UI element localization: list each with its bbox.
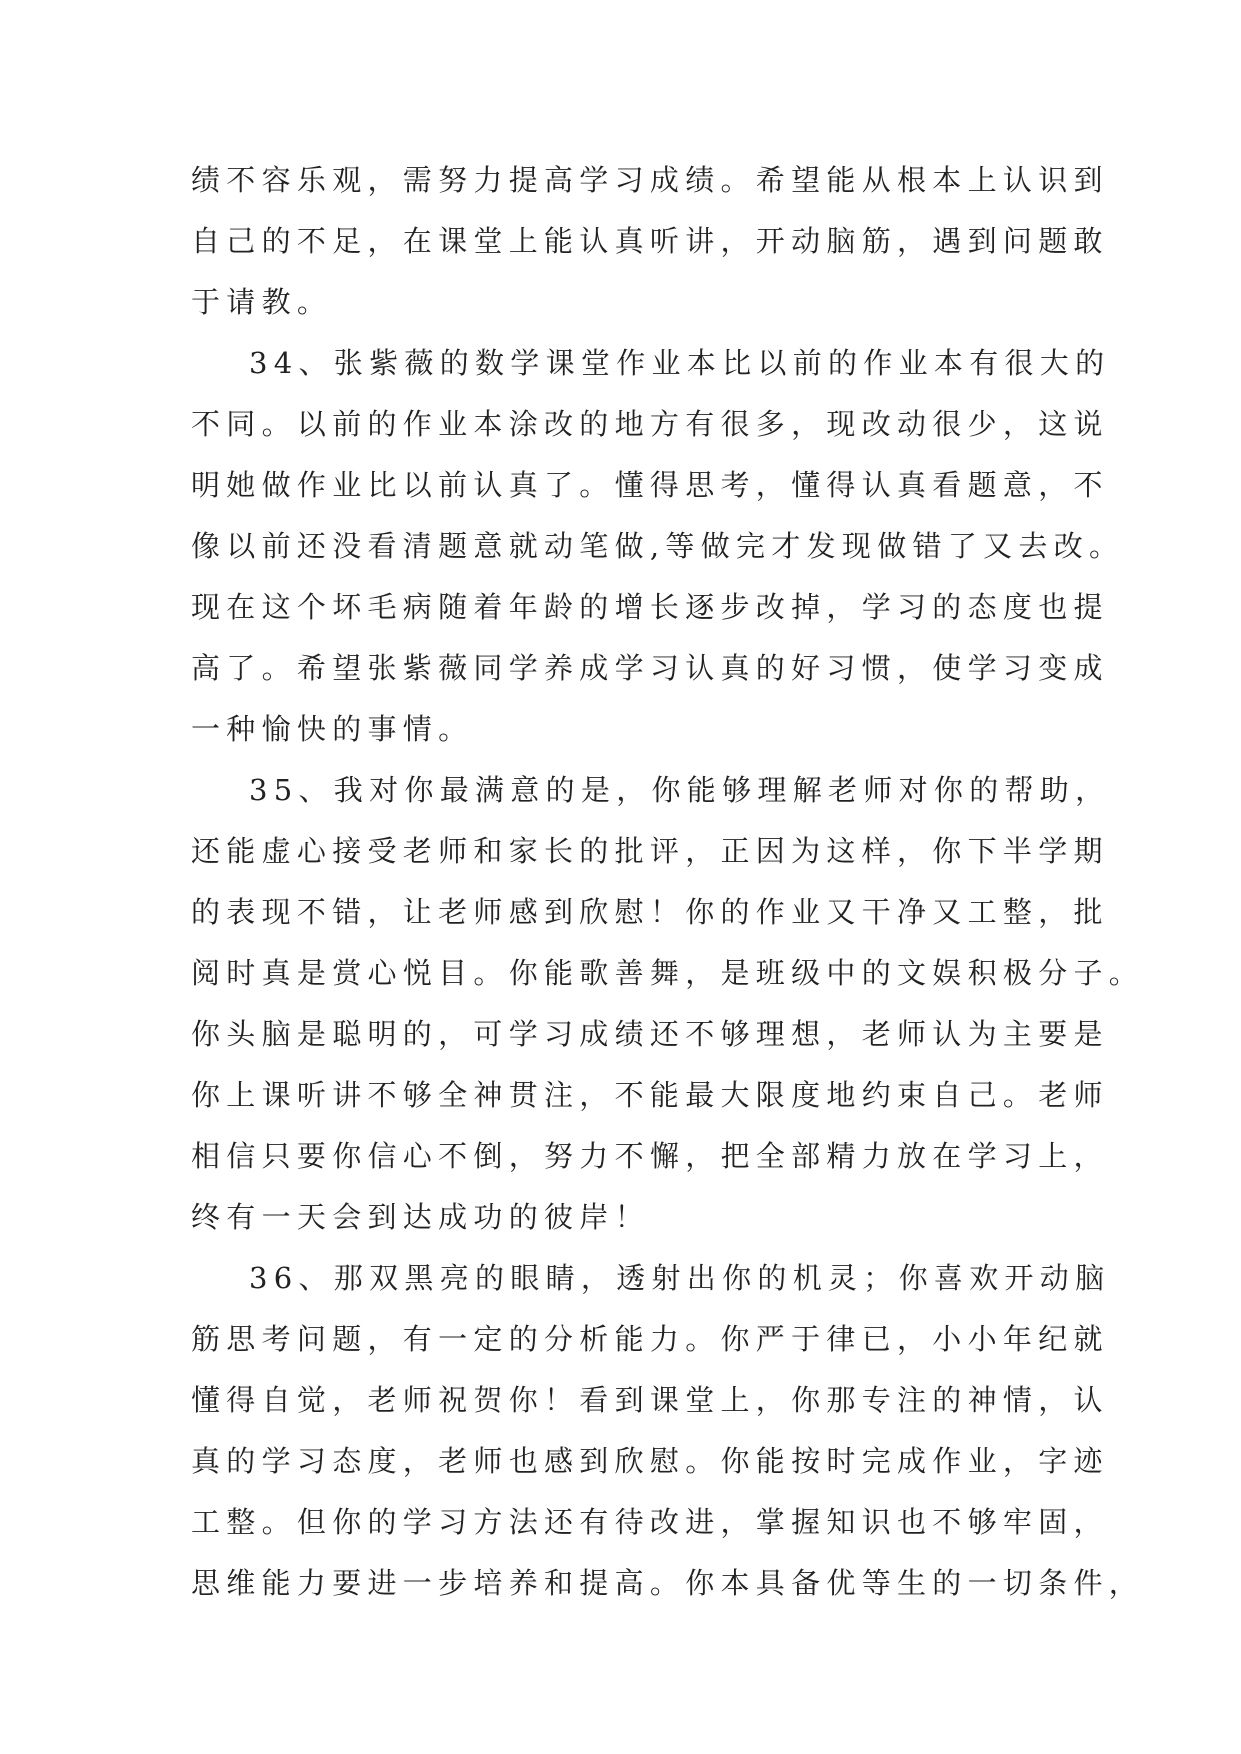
text-line: 高了。希望张紫薇同学养成学习认真的好习惯，使学习变成 [191, 651, 1109, 685]
text-line: 自己的不足，在课堂上能认真听讲，开动脑筋，遇到问题敢 [191, 224, 1109, 258]
text-line: 工整。但你的学习方法还有待改进，掌握知识也不够牢固， [191, 1505, 1109, 1539]
document-page [191, 150, 1145, 1614]
text-line: 筋思考问题，有一定的分析能力。你严于律已，小小年纪就 [191, 1322, 1109, 1356]
text-line: 相信只要你信心不倒，努力不懈，把全部精力放在学习上， [191, 1139, 1109, 1173]
text-line: 绩不容乐观，需努力提高学习成绩。希望能从根本上认识到 [191, 163, 1109, 197]
text-line: 终有一天会到达成功的彼岸！ [191, 1200, 650, 1234]
text-line: 你上课听讲不够全神贯注，不能最大限度地约束自己。老师 [191, 1078, 1109, 1112]
text-line: 像以前还没看清题意就动笔做,等做完才发现做错了又去改。 [191, 529, 1125, 563]
text-line: 一种愉快的事情。 [191, 712, 474, 746]
paragraph-start-34: 34、张紫薇的数学课堂作业本比以前的作业本有很大的 [249, 346, 1111, 380]
paragraph-start-35: 35、我对你最满意的是，你能够理解老师对你的帮助， [249, 773, 1111, 807]
text-line: 思维能力要进一步培养和提高。你本具备优等生的一切条件， [191, 1566, 1145, 1600]
text-line: 你头脑是聪明的，可学习成绩还不够理想，老师认为主要是 [191, 1017, 1109, 1051]
text-line: 懂得自觉，老师祝贺你！看到课堂上，你那专注的神情，认 [191, 1383, 1109, 1417]
text-line: 真的学习态度，老师也感到欣慰。你能按时完成作业，字迹 [191, 1444, 1109, 1478]
text-line: 不同。以前的作业本涂改的地方有很多，现改动很少，这说 [191, 407, 1109, 441]
text-line: 于请教。 [191, 285, 333, 319]
text-line: 明她做作业比以前认真了。懂得思考，懂得认真看题意，不 [191, 468, 1109, 502]
text-line: 阅时真是赏心悦目。你能歌善舞，是班级中的文娱积极分子。 [191, 956, 1145, 990]
text-line: 现在这个坏毛病随着年龄的增长逐步改掉，学习的态度也提 [191, 590, 1109, 624]
paragraph-start-36: 36、那双黑亮的眼睛，透射出你的机灵；你喜欢开动脑 [249, 1261, 1111, 1295]
text-line: 的表现不错，让老师感到欣慰！你的作业又干净又工整，批 [191, 895, 1109, 929]
text-line: 还能虚心接受老师和家长的批评，正因为这样，你下半学期 [191, 834, 1109, 868]
